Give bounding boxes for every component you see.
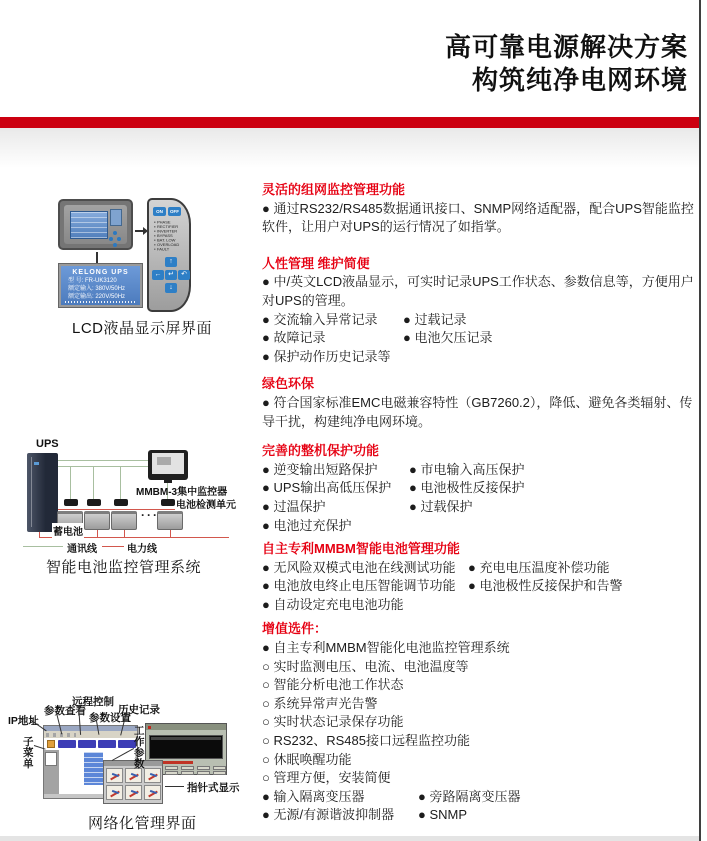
monitor-screen: [152, 453, 184, 474]
bullet-item: ● 旁路隔离变压器: [418, 788, 521, 804]
power-line-drop: [170, 530, 171, 537]
legend-comm-label: 通讯线: [67, 544, 97, 555]
section-heading: 自主专利MMBM智能电池管理功能: [262, 541, 460, 557]
pointer-line: [165, 786, 184, 787]
bullet-row: [262, 479, 699, 498]
figure-caption-battery: 智能电池监控管理系统: [46, 559, 202, 576]
parameter-list-box: [84, 752, 103, 785]
bullet-row: [262, 751, 699, 770]
bullet-row: [262, 713, 699, 732]
indicator-row: [154, 247, 194, 252]
app-button: [197, 766, 210, 770]
battery-detect-unit: [161, 499, 175, 506]
bullet-item: ● 无源/有源谐波抑制器: [262, 807, 395, 823]
enter-key-icon: ↵: [165, 270, 177, 280]
bullet-row: [262, 461, 699, 480]
lcd-text-line: 型 号: FR-UK3120: [68, 278, 117, 284]
app-button: [181, 771, 194, 775]
off-button: OFF: [170, 209, 179, 214]
title-line-2: 构筑纯净电网环境: [471, 65, 688, 95]
bullet-item: ● 电池极性反接保护和告警: [468, 578, 623, 594]
comm-line-drop: [70, 466, 71, 500]
bullet-item: ● 逆变输出短路保护: [262, 461, 378, 477]
bullet-row: [262, 498, 699, 517]
left-arrow-icon: ←: [152, 270, 164, 280]
section-heading: 完善的整机保护功能: [262, 443, 380, 459]
bullet-row: [262, 559, 699, 578]
battery: [84, 511, 110, 530]
figure-battery-monitoring-diagram: [20, 438, 248, 553]
monitor-screen-content: [157, 457, 171, 465]
feature-sections: [262, 181, 699, 825]
indicator-list: [154, 220, 194, 252]
battery-label: 蓄电池: [52, 523, 84, 538]
ups-tower: [27, 453, 58, 532]
bullet-item: ○ 系统异常声光告警: [262, 695, 378, 711]
detect-unit-label: 电池检测单元: [176, 500, 236, 511]
bullet-item: ● 电池放电终止电压智能调节功能: [262, 578, 456, 594]
page-right-edge-line: [699, 0, 701, 841]
lcd-brand-text: KELONG UPS: [72, 269, 129, 276]
legend-power-line: [102, 546, 124, 547]
bullet-item: ● 自动设定充电电池功能: [262, 596, 404, 612]
bullet-item: ○ 休眠唤醒功能: [262, 751, 352, 767]
figure-caption-network: 网络化管理界面: [88, 815, 197, 832]
param-view-label: 参数查看: [44, 705, 86, 717]
header-shade: [0, 128, 699, 168]
data-screen: [149, 735, 223, 759]
indicator-label: FAULT: [157, 247, 170, 252]
section-heading: 绿色环保: [262, 376, 315, 392]
bullet-item: ● 无风险双模式电池在线测试功能: [262, 559, 456, 575]
app-button: [213, 771, 226, 775]
bullet-item: ○ RS232、RS485接口远程监控功能: [262, 733, 470, 749]
comm-line: [58, 460, 148, 461]
ups-label: UPS: [36, 438, 59, 450]
lcd-module-bezel: [64, 205, 127, 244]
indicator-label: PHASE: [157, 220, 171, 225]
dashed-down-arrow: [96, 252, 98, 263]
section-3: [262, 442, 699, 535]
up-arrow-icon: ↑: [165, 257, 177, 267]
work-params-label: 工作参数: [134, 725, 145, 770]
bullet-row: [262, 732, 699, 751]
comm-line-drop: [120, 466, 121, 500]
bullet-row: [262, 639, 699, 658]
gauge-cell: [106, 768, 123, 783]
section-paragraph: ● 中/英文LCD液晶显示，可实时记录UPS工作状态、参数信息等，方便用户对UPS的管理。: [262, 274, 694, 308]
red-divider-bar: [0, 117, 699, 128]
ellipsis-dots: ···: [141, 508, 159, 522]
bullet-item: ● 充电电压温度补偿功能: [468, 559, 610, 575]
bullet-item: ● SNMP: [418, 807, 468, 823]
bullet-item: ● 故障记录: [262, 330, 326, 346]
figure-lcd-display: [55, 192, 195, 318]
legend-comm-line: [23, 546, 63, 547]
app-button: [165, 766, 178, 770]
nav-button: [98, 740, 116, 748]
section-paragraph: ● 通过RS232/RS485数据通讯接口、SNMP网络适配器，配合UPS智能监控软件，让用户对UPS的运行情况了如指掌。: [262, 200, 694, 235]
bullet-item: ● 电池欠压记录: [403, 330, 493, 346]
section-5: [262, 620, 699, 825]
section-paragraph: ● 符合国家标准EMC电磁兼容特性（GB7260.2），降低、避免各类辐射、传导干扰，构建纯净电网环境。: [262, 394, 693, 429]
led-icon: [154, 240, 156, 242]
led-icon: [154, 249, 156, 251]
bullet-item: ● 保护动作历史记录等: [262, 348, 391, 364]
page-bottom-strip: [0, 836, 699, 841]
bullet-item: ● 电池过充保护: [262, 517, 352, 533]
bullet-row: [262, 788, 699, 807]
lcd-module-side-strip: [110, 209, 122, 226]
power-line-drop: [97, 530, 98, 537]
bullet-row: [262, 596, 699, 615]
bullet-row: [262, 806, 699, 825]
bullet-item: ○ 智能分析电池工作状态: [262, 677, 404, 693]
gauge-panel-window: [103, 760, 163, 804]
data-screen-header: [151, 737, 221, 740]
battery: [157, 511, 183, 530]
app-button: [213, 766, 226, 770]
back-arrow-icon: ↶: [178, 270, 190, 280]
gauge-cell: [144, 768, 161, 783]
battery-detect-unit: [114, 499, 128, 506]
nav-button: [58, 740, 76, 748]
bullet-row: [262, 577, 699, 596]
bullet-item: ○ 实时状态记录保存功能: [262, 714, 404, 730]
section-4: [262, 540, 699, 614]
title-line-1: 高可靠电源解决方案: [444, 32, 688, 62]
app-button: [197, 771, 210, 775]
submenu-label: 子菜单: [23, 736, 34, 770]
bullet-item: ● 过载保护: [409, 498, 473, 514]
bullet-row: [262, 676, 699, 695]
section-heading: 增值选件：: [262, 621, 328, 637]
figure-caption-lcd: LCD液晶显示屏界面: [72, 320, 213, 337]
gauge-display-label: 指针式显示: [187, 782, 240, 794]
module-button: [113, 243, 117, 247]
app-button: [181, 766, 194, 770]
on-button: ON: [153, 207, 166, 216]
bullet-item: ● 交流输入异常记录: [262, 311, 378, 327]
app-logo-dot: [148, 726, 151, 729]
comm-line-drop: [93, 466, 94, 500]
indicator-label: BAT. LOW: [157, 238, 176, 243]
submenu-box: [45, 752, 57, 766]
tower-display-dot: [34, 462, 39, 465]
indicator-label: INVERTER: [157, 229, 178, 234]
legend-power-label: 电力线: [127, 544, 157, 555]
battery-detect-unit: [64, 499, 78, 506]
bullet-row: [262, 348, 699, 367]
page-title: [445, 31, 688, 97]
bullet-row: [262, 329, 699, 348]
window-titlebar: [104, 761, 162, 766]
led-icon: [154, 226, 156, 228]
lcd-text-line: 额定输出: 220V/50Hz: [68, 294, 126, 300]
bullet-item: ● 市电输入高压保护: [409, 461, 525, 477]
lcd-text-line: 额定输入: 380V/50Hz: [68, 286, 126, 292]
bullet-row: [262, 517, 699, 536]
figure-network-ui: [8, 676, 240, 812]
bullet-item: ○ 管理方便，安装简便: [262, 770, 391, 786]
bullet-row: [262, 658, 699, 677]
control-panel: [147, 198, 191, 312]
section-0: [262, 181, 699, 237]
history-label: 历史记录: [118, 704, 160, 716]
led-icon: [154, 244, 156, 246]
indicator-label: BYPASS: [157, 233, 173, 238]
lcd-dots-row: [65, 301, 136, 303]
section-1: [262, 255, 699, 367]
lcd-control-module: [58, 199, 133, 250]
module-button: [113, 231, 117, 235]
led-icon: [154, 231, 156, 233]
led-icon: [154, 222, 156, 224]
tower-highlight: [31, 457, 32, 527]
indicator-label: OVERLOAD: [157, 242, 180, 247]
bullet-item: ● 过载记录: [403, 311, 467, 327]
lcd-screen-detail: [59, 264, 142, 307]
gauge-cell: [106, 785, 123, 800]
param-set-label: 参数设置: [89, 712, 131, 724]
bullet-item: ● 电池极性反接保护: [409, 480, 525, 496]
section-heading: 人性管理 维护简便: [262, 255, 370, 271]
gauge-cell: [125, 785, 142, 800]
nav-button: [78, 740, 96, 748]
lcd-module-screen: [70, 211, 108, 239]
section-2: [262, 375, 699, 431]
bullet-item: ● 过温保护: [262, 498, 326, 514]
indicator-label: RECTIFIER: [157, 224, 179, 229]
remote-control-label: 远程控制: [72, 696, 114, 708]
monitor-label: MMBM-3集中监控器: [136, 487, 228, 498]
power-line-drop: [124, 530, 125, 537]
bullet-item: ● 自主专利MMBM智能化电池监控管理系统: [262, 640, 510, 656]
bullet-row: [262, 695, 699, 714]
section-heading: 灵活的组网监控管理功能: [262, 182, 406, 197]
down-arrow-icon: ↓: [165, 283, 177, 293]
sidebar-area: [44, 750, 59, 794]
gauge-cell: [125, 768, 142, 783]
ip-address-label: IP地址: [8, 715, 39, 727]
central-monitor: [148, 450, 188, 480]
window-titlebar: [146, 724, 226, 730]
app-button: [165, 771, 178, 775]
bullet-row: [262, 769, 699, 788]
bullet-item: ● UPS输出高低压保护: [262, 480, 392, 496]
bullet-row: [262, 311, 699, 330]
battery: [111, 511, 137, 530]
battery-detect-unit: [87, 499, 101, 506]
bullet-item: ● 输入隔离变压器: [262, 788, 365, 804]
bullet-item: ○ 实时监测电压、电流、电池温度等: [262, 658, 469, 674]
module-button: [109, 237, 113, 241]
logo-square: [47, 740, 55, 748]
led-icon: [154, 235, 156, 237]
module-button: [117, 237, 121, 241]
gauge-cell: [144, 785, 161, 800]
